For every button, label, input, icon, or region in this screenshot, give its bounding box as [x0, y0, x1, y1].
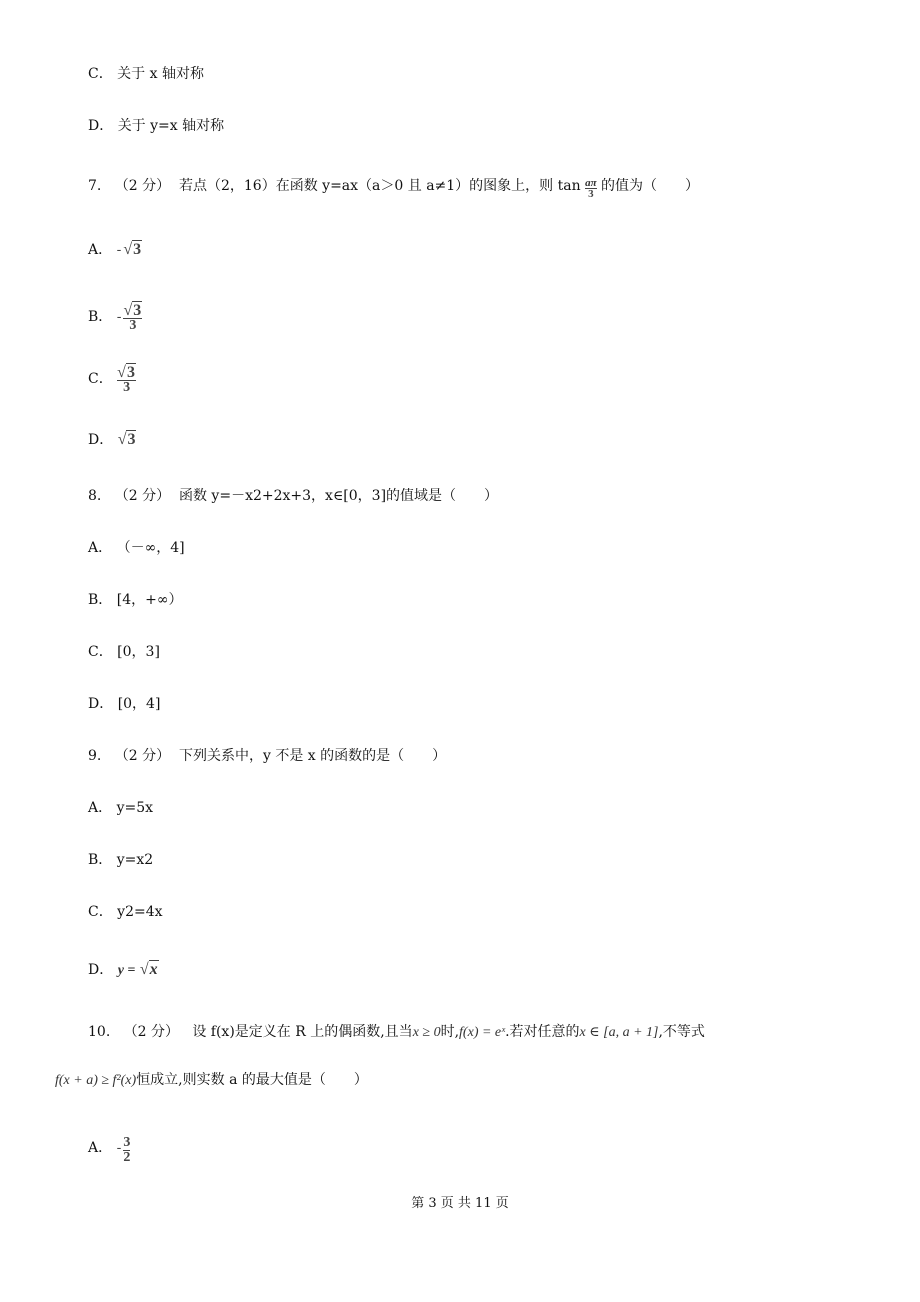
q7-option-b: B． - $\frac{√3}{3}$	[88, 302, 142, 333]
q9-option-a: A． y=5x	[88, 800, 154, 816]
sqrt-expression: √x	[139, 961, 158, 978]
fraction-expression: $\frac{√3}{3}$	[117, 364, 135, 395]
q8-option-c: C． [0，3]	[88, 644, 160, 660]
tan-fraction: $\frac{a\pi}{3}$	[585, 177, 597, 200]
condition-x-nonneg: x ≥ 0	[412, 1025, 441, 1040]
sqrt-expression: √3	[123, 241, 142, 258]
question-score: （2 分）	[123, 1024, 179, 1040]
fraction-expression: $\frac{√3}{3}$	[123, 302, 142, 333]
q8-option-a: A． （－∞，4]	[88, 540, 185, 556]
q9-option-c: C． y2=4x	[88, 904, 163, 920]
page-footer: 第 3 页 共 11 页	[411, 1196, 509, 1211]
q9-option-b: B． y=x2	[88, 852, 154, 868]
q8-option-d: D． [0，4]	[88, 696, 161, 712]
q10-stem-line2: f(x + a) ≥ f²(x)恒成立,则实数 a 的最大值是（ ）	[55, 1072, 368, 1088]
function-definition: f(x) = eˣ	[459, 1025, 506, 1040]
q7-option-d: D． √3	[88, 431, 136, 448]
q9-option-d: D． y = √x	[88, 961, 158, 978]
q6-option-d: D． 关于 y=x 轴对称	[88, 118, 225, 134]
fraction-expression: $\frac{3}{2}$	[123, 1135, 131, 1165]
question-score: （2 分）	[114, 178, 171, 194]
question-number: 9.	[88, 748, 102, 764]
q10-option-a: A． - $\frac{3}{2}$	[88, 1135, 131, 1165]
q7-option-a: A． - √3	[88, 241, 142, 258]
q7-stem: 7. （2 分） 若点（2，16）在函数 y=ax（a＞0 且 a≠1）的图象上，则 tan $\frac{a\pi}{3}$ 的值为（ ）	[88, 177, 700, 200]
question-number: 10.	[88, 1024, 111, 1040]
q6-option-c: C． 关于 x 轴对称	[88, 66, 204, 82]
q9-stem: 9. （2 分） 下列关系中，y 不是 x 的函数的是（ ）	[88, 748, 447, 764]
sqrt-expression: √3	[117, 431, 136, 448]
interval-condition: x ∈ [a, a + 1]	[579, 1025, 659, 1040]
q8-stem: 8. （2 分） 函数 y=－x2+2x+3，x∈[0，3]的值域是（ ）	[88, 488, 499, 504]
question-number: 7.	[88, 178, 102, 194]
q8-option-b: B． [4，+∞）	[88, 592, 183, 608]
question-score: （2 分）	[114, 748, 171, 764]
question-number: 8.	[88, 488, 102, 504]
inequality-expression: f(x + a) ≥ f²(x)	[55, 1073, 137, 1088]
question-score: （2 分）	[114, 488, 171, 504]
q10-stem-line1: 10. （2 分） 设 f(x)是定义在 R 上的偶函数,且当x ≥ 0时,f(x) = eˣ.若对任意的x ∈ [a, a + 1],不等式	[88, 1024, 705, 1040]
q7-option-c: C． $\frac{√3}{3}$	[88, 364, 135, 395]
